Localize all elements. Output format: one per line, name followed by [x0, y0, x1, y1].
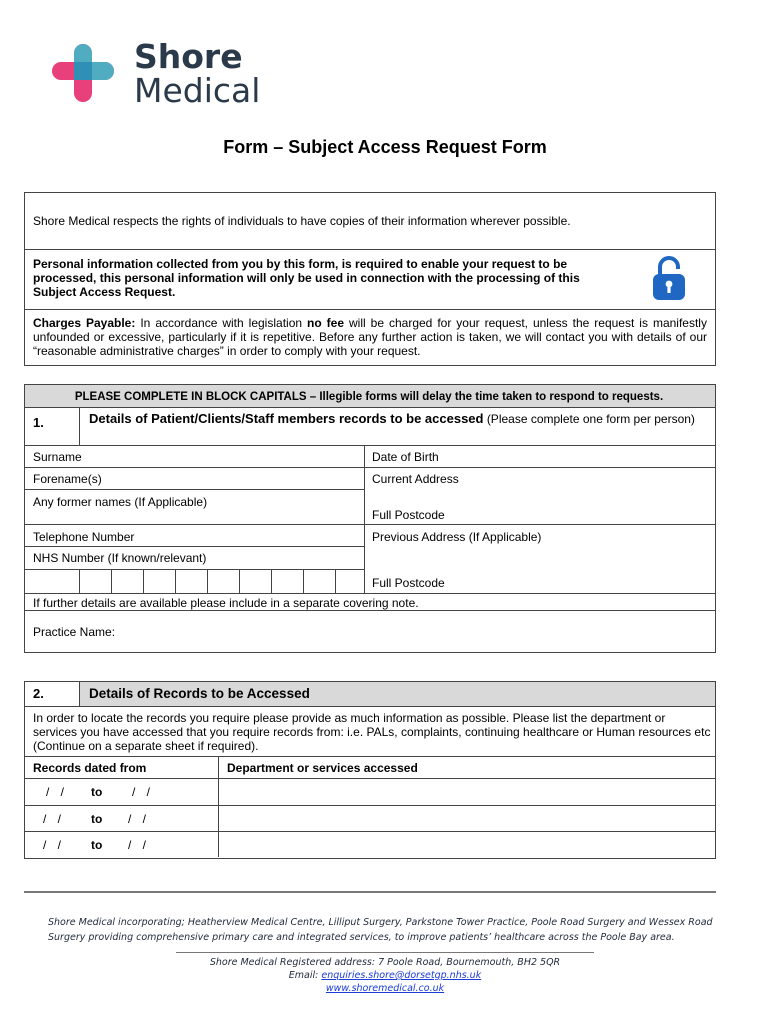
charges-label: Charges Payable:: [33, 316, 136, 330]
logo-line1: Shore: [134, 37, 243, 76]
charges-no-fee: no fee: [307, 316, 345, 330]
practice-name-label: Practice Name:: [33, 625, 116, 639]
charges-text-b: will be charged for your request, unless the request is manifestly unfounded or excessive, particularly if it is repetitive. Before any further action is taken, we will contact you with details of our “reasonable administrative charges” in order to comply with your request.: [33, 316, 707, 358]
full-postcode-label-1: Full Postcode: [372, 508, 445, 522]
further-details-note: If further details are available please include in a separate covering note.: [33, 596, 419, 610]
intro-charges: [33, 316, 707, 358]
row1-to: to: [91, 785, 103, 799]
row1-from[interactable]: / /: [46, 785, 65, 799]
former-names-label: Any former names (If Applicable): [33, 495, 208, 509]
footer-divider: [24, 891, 716, 893]
footer-website-line: [0, 983, 770, 994]
nhs-number-label: NHS Number (If known/relevant): [33, 551, 207, 565]
section1-heading-note: (Please complete one form per person): [486, 412, 695, 426]
intro-personal: Personal information collected from you by this form, is required to enable your request to be processed, this personal information will only be used in connection with the processing of this Subject Access Request.: [33, 257, 580, 299]
page-title: Form – Subject Access Request Form: [223, 137, 547, 157]
section2-instructions: In order to locate the records you require please provide as much information as possible. Please list the department or services you have accessed that you require records from: i.e. PALs, complaints, continuing healthcare or Human resources etc (Continue on a separate sheet if required).: [33, 711, 711, 753]
logo: [48, 37, 288, 110]
logo-line2: Medical: [134, 71, 261, 110]
intro-rights: Shore Medical respects the rights of individuals to have copies of their information wherever possible.: [33, 214, 571, 228]
forenames-label: Forename(s): [33, 472, 102, 486]
dob-label: Date of Birth: [372, 450, 439, 464]
section2-number: 2.: [33, 686, 44, 701]
footer-website-link[interactable]: www.shoremedical.co.uk: [325, 983, 445, 994]
row3-from[interactable]: / /: [43, 838, 62, 852]
row3-until[interactable]: / /: [128, 838, 147, 852]
logo-cross-icon: [48, 40, 122, 108]
section2-heading: Details of Records to be Accessed: [89, 686, 310, 701]
charges-text-a: In accordance with legislation: [140, 316, 303, 330]
row2-until[interactable]: / /: [128, 812, 147, 826]
section1-number: 1.: [33, 415, 44, 430]
col-department: Department or services accessed: [227, 761, 418, 775]
footer-address: Shore Medical Registered address: 7 Poole Road, Bournemouth, BH2 5QR: [209, 957, 561, 968]
lock-icon: [650, 255, 688, 301]
current-address-label: Current Address: [372, 472, 459, 486]
telephone-label: Telephone Number: [33, 530, 135, 544]
col-records-dated-from: Records dated from: [33, 761, 147, 775]
row2-to: to: [91, 812, 103, 826]
row3-to: to: [91, 838, 103, 852]
footer-email-label: Email:: [288, 970, 319, 981]
previous-address-label: Previous Address (If Applicable): [372, 530, 542, 544]
surname-label: Surname: [33, 450, 82, 464]
section1-heading: [89, 412, 709, 426]
row1-until[interactable]: / /: [132, 785, 151, 799]
footer-email-link[interactable]: enquiries.shore@dorsetgp.nhs.uk: [321, 970, 482, 981]
footer-incorporating: Shore Medical incorporating; Heatherview Medical Centre, Lilliput Surgery, Parkstone Tower Practice, Poole Road Surgery and Wessex Road Surgery providing comprehensive primary care and integrated services, to improve patients’ healthcare across the Poole Bay area.: [48, 917, 713, 943]
row2-from[interactable]: / /: [43, 812, 62, 826]
footer-email-line: [0, 970, 770, 981]
section1-heading-text: Details of Patient/Clients/Staff members records to be accessed: [89, 411, 484, 426]
block-capitals-text: PLEASE COMPLETE IN BLOCK CAPITALS – Illegible forms will delay the time taken to respond to requests.: [74, 391, 664, 403]
full-postcode-label-2: Full Postcode: [372, 576, 445, 590]
